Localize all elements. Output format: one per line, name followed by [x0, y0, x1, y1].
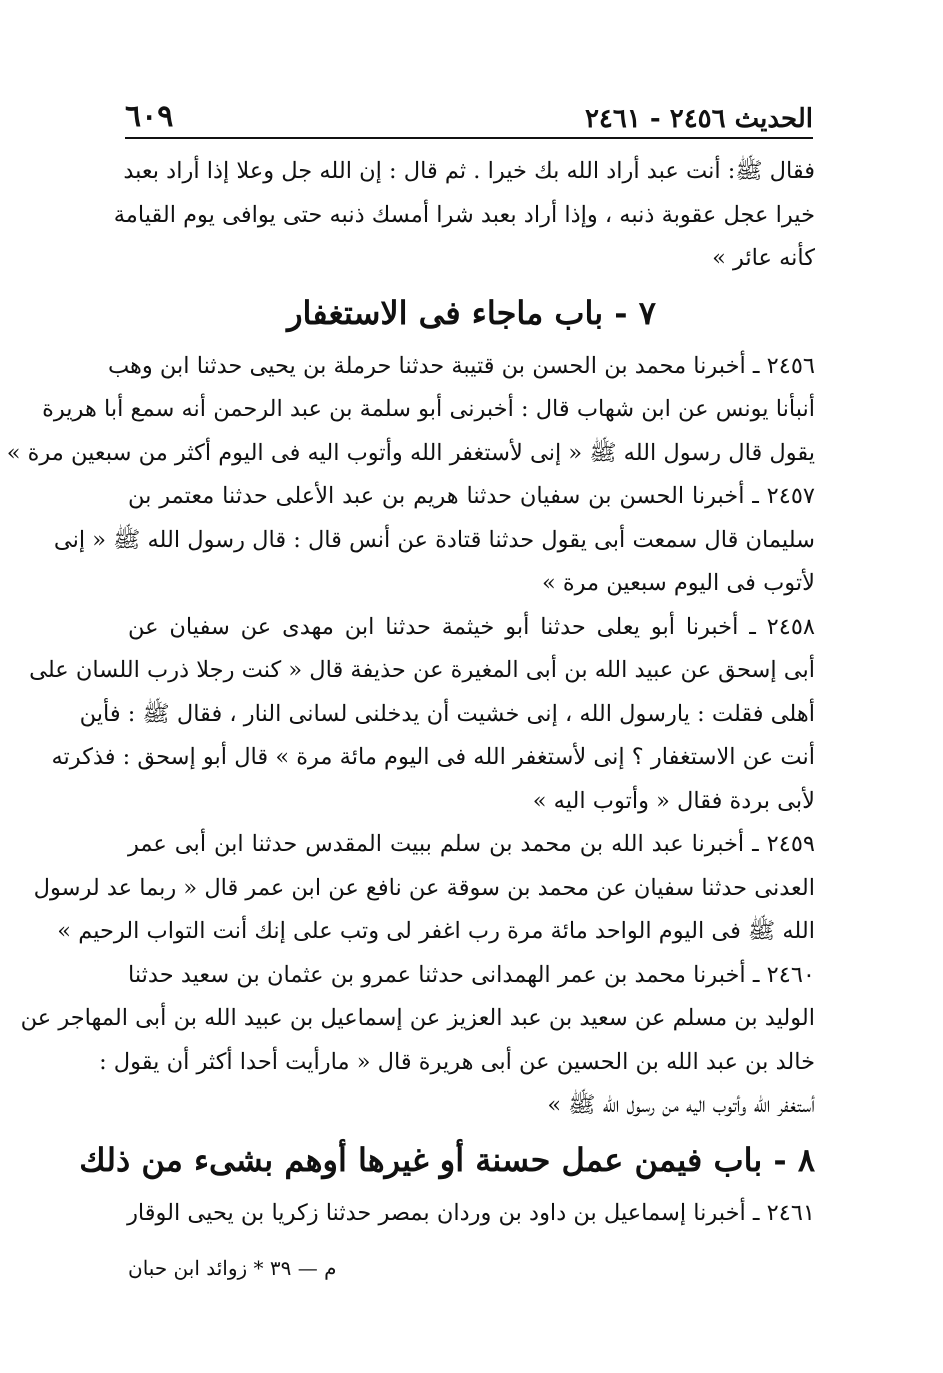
text-line: كأنه عائر » [712, 245, 815, 271]
text-line: أنت عن الاستغفار ؟ إنى لأستغفر الله فى اليوم مائة مرة » قال أبو إسحق : فذكرته [51, 744, 815, 770]
text-line: أستغفر الله وأتوب اليه من رسول الله ﷺ » [547, 1092, 815, 1118]
running-title: الحديث ٢٤٥٦ - ٢٤٦١ [584, 104, 813, 134]
text-line: أهلى فقلت : يارسول الله ، إنى خشيت أن يدخلنى لسانى النار ، فقال ﷺ : فأين [79, 700, 815, 727]
text-line: الوليد بن مسلم عن سعيد بن عبد العزيز عن إسماعيل بن عبيد الله بن أبى المهاجر عن [20, 1005, 815, 1031]
text-line: ٢٤٦١ ـ أخبرنا إسماعيل بن داود بن وردان بمصر حدثنا زكريا بن يحيى الوقار [127, 1199, 815, 1226]
text-line: سليمان قال سمعت أبى يقول حدثنا قتادة عن أنس قال : قال رسول الله ﷺ « إنى [53, 526, 815, 553]
text-line: أبى إسحق عن عبيد الله بن أبى المغيرة عن حذيفة قال « كنت رجلا ذرب اللسان على [29, 657, 815, 683]
text-line: يقول قال رسول الله ﷺ « إنى لأستغفر الله وأتوب اليه فى اليوم أكثر من سبعين مرة » [6, 439, 815, 466]
hadith-2460 [20, 954, 815, 1128]
text-line: الله ﷺ فى اليوم الواحد مائة مرة رب اغفر لى وتب على إنك أنت التواب الرحيم » [57, 918, 815, 944]
text-line: خالد بن عبد الله بن الحسين عن أبى هريرة قال « مارأيت أحدا أكثر أن يقول : [99, 1048, 815, 1075]
text-line: ٢٤٥٦ ـ أخبرنا محمد بن الحسن بن قتيبة حدثنا حرملة بن يحيى حدثنا ابن وهب [107, 352, 815, 379]
text-line: فقال ﷺ: أنت عبد أراد الله بك خيرا . ثم قال : إن الله جل وعلا إذا أراد بعبد [123, 158, 815, 184]
chapter-7-heading: ٧ - باب ماجاء فى الاستغفار [287, 293, 656, 332]
text-line: لأتوب فى اليوم سبعين مرة » [541, 570, 815, 596]
intro-paragraph [113, 150, 815, 281]
page-body [6, 150, 815, 1235]
hadith-2456 [6, 345, 815, 476]
text-line: ٢٤٦٠ ـ أخبرنا محمد بن عمر الهمدانى حدثنا عمرو بن عثمان بن سعيد حدثنا [128, 961, 815, 988]
hadith-2459 [33, 823, 815, 954]
text-line: لأبى بردة فقال « وأتوب اليه » [532, 787, 815, 814]
page-header [125, 88, 813, 134]
hadith-2461 [128, 1192, 815, 1236]
text-line: ٢٤٥٩ ـ أخبرنا عبد الله بن محمد بن سلم ببيت المقدس حدثنا ابن أبى عمر [128, 831, 815, 857]
chapter-8-heading: ٨ - باب فيمن عمل حسنة أو غيرها أوهم بشىء من ذلك [79, 1140, 815, 1179]
header-rule [125, 137, 813, 139]
text-line: العدنى حدثنا سفيان عن محمد بن سوقة عن نافع عن ابن عمر قال « ربما عد لرسول [33, 874, 815, 901]
text-line: أنبأنا يونس عن ابن شهاب قال : أخبرنى أبو سلمة بن عبد الرحمن أنه سمع أبا هريرة [42, 396, 815, 422]
page-number: ٦٠٩ [125, 99, 174, 134]
signature-mark: م — ٣٩ * زوائد ابن حبان [128, 1256, 337, 1280]
hadith-2457 [53, 475, 815, 606]
text-line: ٢٤٥٨ ـ أخبرنا أبو يعلى حدثنا أبو خيثمة حدثنا ابن مهدى عن سفيان عن [128, 613, 815, 640]
text-line: ٢٤٥٧ ـ أخبرنا الحسن بن سفيان حدثنا هريم بن عبد الأعلى حدثنا معتمر بن [128, 483, 815, 509]
text-line: خيرا عجل عقوبة ذنبه ، وإذا أراد بعبد شرا أمسك ذنبه حتى يوافى يوم القيامة [113, 201, 815, 228]
hadith-2458 [29, 606, 815, 824]
